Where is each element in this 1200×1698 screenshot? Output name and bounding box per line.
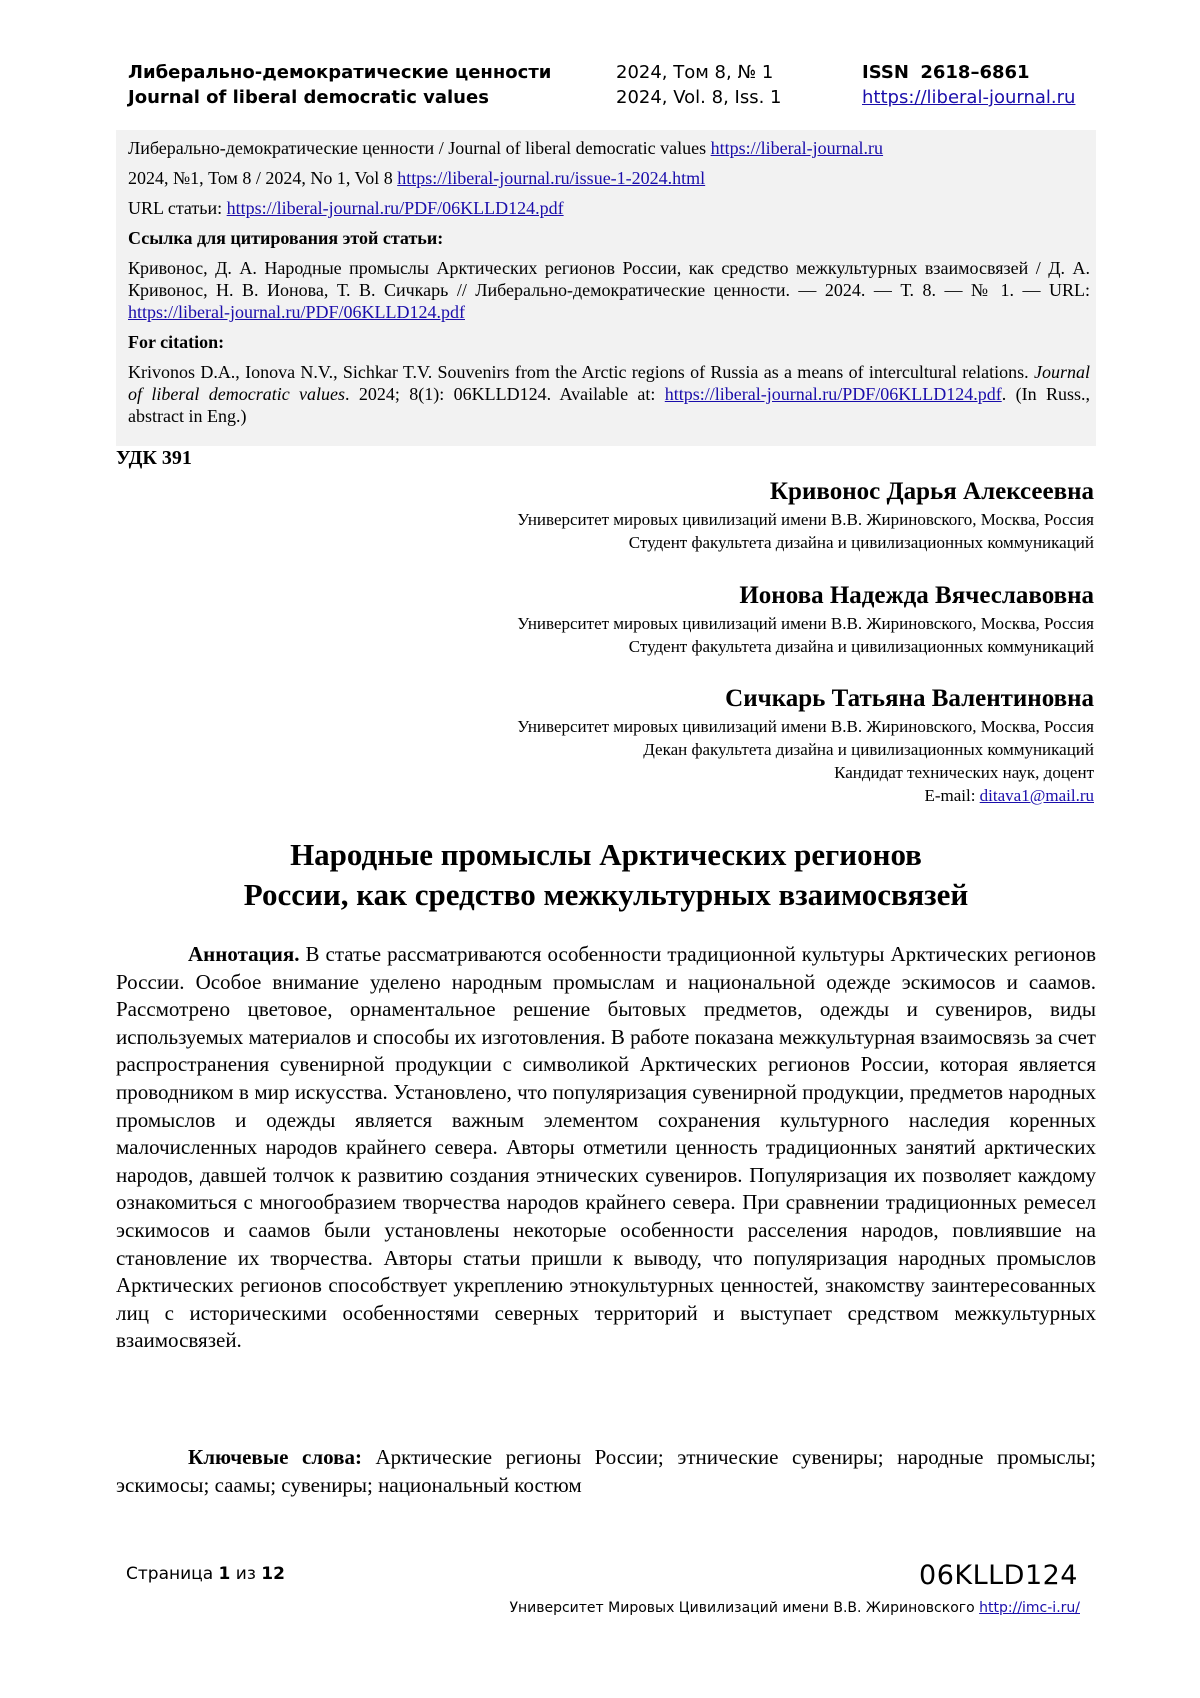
cite-heading-ru: Ссылка для цитирования этой статьи: bbox=[128, 227, 1096, 249]
author-position: Декан факультета дизайна и цивилизационных коммуникаций bbox=[517, 738, 1094, 761]
keywords bbox=[116, 1444, 1096, 1499]
author-affiliation: Университет мировых цивилизаций имени В.В. Жириновского, Москва, Россия bbox=[517, 612, 1094, 635]
author-position: Студент факультета дизайна и цивилизационных коммуникаций bbox=[517, 635, 1094, 658]
citation-ru: Кривонос, Д. А. Народные промыслы Арктических регионов России, как средство межкультурных взаимосвязей / Д. А. Кривонос, Н. В. Ионова, Т. В. Сичкарь // Либерально-демократические ценности. — 2024. — Т. 8. — № 1. — URL: https://liberal-journal.ru/PDF/06KLLD124.pdf bbox=[128, 257, 1090, 323]
citation-en-link[interactable]: https://liberal-journal.ru/PDF/06KLLD124.pdf bbox=[665, 384, 1002, 404]
volume-ru: 2024, Том 8, № 1 bbox=[616, 60, 781, 85]
author-degree: Кандидат технических наук, доцент bbox=[517, 761, 1094, 784]
citation-box bbox=[116, 130, 1096, 446]
author-email-line: E-mail: ditava1@mail.ru bbox=[517, 784, 1094, 807]
issn-label: ISSN bbox=[862, 62, 909, 83]
journal-link[interactable]: https://liberal-journal.ru bbox=[711, 138, 883, 158]
journal-site-link[interactable]: https://liberal-journal.ru bbox=[862, 87, 1075, 108]
citebox-issue-line: 2024, №1, Том 8 / 2024, No 1, Vol 8 https://liberal-journal.ru/issue-1-2024.html bbox=[128, 167, 1096, 189]
journal-name-ru: Либерально-демократические ценности bbox=[128, 60, 551, 85]
journal-name bbox=[128, 60, 551, 110]
udk-code: УДК 391 bbox=[116, 447, 192, 470]
issn-number: 2618–6861 bbox=[920, 62, 1029, 83]
author-1 bbox=[517, 476, 1094, 554]
author-name: Сичкарь Татьяна Валентиновна bbox=[517, 683, 1094, 715]
citebox-journal-line: Либерально-демократические ценности / Journal of liberal democratic values https://liberal-journal.ru bbox=[128, 137, 1096, 159]
abstract-label: Аннотация. bbox=[188, 942, 299, 966]
journal-name-en: Journal of liberal democratic values bbox=[128, 85, 551, 110]
article-title bbox=[116, 835, 1096, 915]
issn-block bbox=[862, 60, 1075, 110]
citation-ru-link[interactable]: https://liberal-journal.ru/PDF/06KLLD124.pdf bbox=[128, 302, 465, 322]
university-link[interactable]: http://imc-i.ru/ bbox=[979, 1600, 1080, 1616]
journal-header bbox=[128, 60, 1098, 110]
author-affiliation: Университет мировых цивилизаций имени В.В. Жириновского, Москва, Россия bbox=[517, 508, 1094, 531]
author-affiliation: Университет мировых цивилизаций имени В.В. Жириновского, Москва, Россия bbox=[517, 715, 1094, 738]
author-position: Студент факультета дизайна и цивилизационных коммуникаций bbox=[517, 531, 1094, 554]
citebox-url-line: URL статьи: https://liberal-journal.ru/PDF/06KLLD124.pdf bbox=[128, 197, 1096, 219]
author-2 bbox=[517, 580, 1094, 658]
citation-en: Krivonos D.A., Ionova N.V., Sichkar T.V. Souvenirs from the Arctic regions of Russia as a means of intercultural relations. Journal of liberal democratic values. 2024; 8(1): 06KLLD124. Available at: https://liberal-journal.ru/PDF/06KLLD124.pdf. (In Russ., abstract in Eng.) bbox=[128, 361, 1090, 427]
issue-link[interactable]: https://liberal-journal.ru/issue-1-2024.html bbox=[397, 168, 705, 188]
author-name: Кривонос Дарья Алексеевна bbox=[517, 476, 1094, 508]
university-footer: Университет Мировых Цивилизаций имени В.В. Жириновского http://imc-i.ru/ bbox=[509, 1600, 1080, 1616]
abstract bbox=[116, 941, 1096, 1355]
abstract-text: В статье рассматриваются особенности традиционной культуры Арктических регионов России. Особое внимание уделено народным промыслам и национальной одежде эскимосов и саамов. Рассмотрено цветовое, орнаментальное решение бытовых предметов, одежды и сувениров, виды используемых материалов и способы их изготовления. В работе показана межкультурная взаимосвязь за счет распространения сувенирной продукции с символикой Арктических регионов России, которая является проводником в мир искусства. Установлено, что популяризация сувенирной продукции, предметов народных промыслов и одежды является важным элементом сохранения культурного наследия коренных малочисленных народов крайнего севера. Авторы отметили ценность традиционных занятий арктических народов, давшей толчок к развитию создания этнических сувениров. Популяризация их позволяет каждому ознакомиться с многообразием творчества народов крайнего севера. При сравнении традиционных ремесел эскимосов и саамов были установлены некоторые особенности расселения народов, повлиявшие на становление их творчества. Авторы статьи пришли к выводу, что популяризация народных промыслов Арктических регионов способствует укреплению этнокультурных ценностей, знакомству заинтересованных лиц с историческими особенностями северных территорий и выступает средством межкультурных взаимосвязей. bbox=[116, 942, 1096, 1352]
title-line-2: России, как средство межкультурных взаимосвязей bbox=[116, 875, 1096, 915]
cite-heading-en: For citation: bbox=[128, 331, 1096, 353]
author-email-link[interactable]: ditava1@mail.ru bbox=[980, 786, 1094, 805]
volume-en: 2024, Vol. 8, Iss. 1 bbox=[616, 85, 781, 110]
keywords-text: Арктические регионы России; этнические сувениры; народные промыслы; эскимосы; саамы; сувениры; национальный костюм bbox=[116, 1445, 1096, 1497]
article-code: 06KLLD124 bbox=[919, 1560, 1078, 1591]
page-number: Страница 1 из 12 bbox=[126, 1564, 285, 1584]
author-3 bbox=[517, 683, 1094, 807]
keywords-label: Ключевые слова: bbox=[188, 1445, 362, 1469]
volume-info bbox=[616, 60, 781, 110]
author-name: Ионова Надежда Вячеславовна bbox=[517, 580, 1094, 612]
article-url-link[interactable]: https://liberal-journal.ru/PDF/06KLLD124.pdf bbox=[227, 198, 564, 218]
title-line-1: Народные промыслы Арктических регионов bbox=[116, 835, 1096, 875]
